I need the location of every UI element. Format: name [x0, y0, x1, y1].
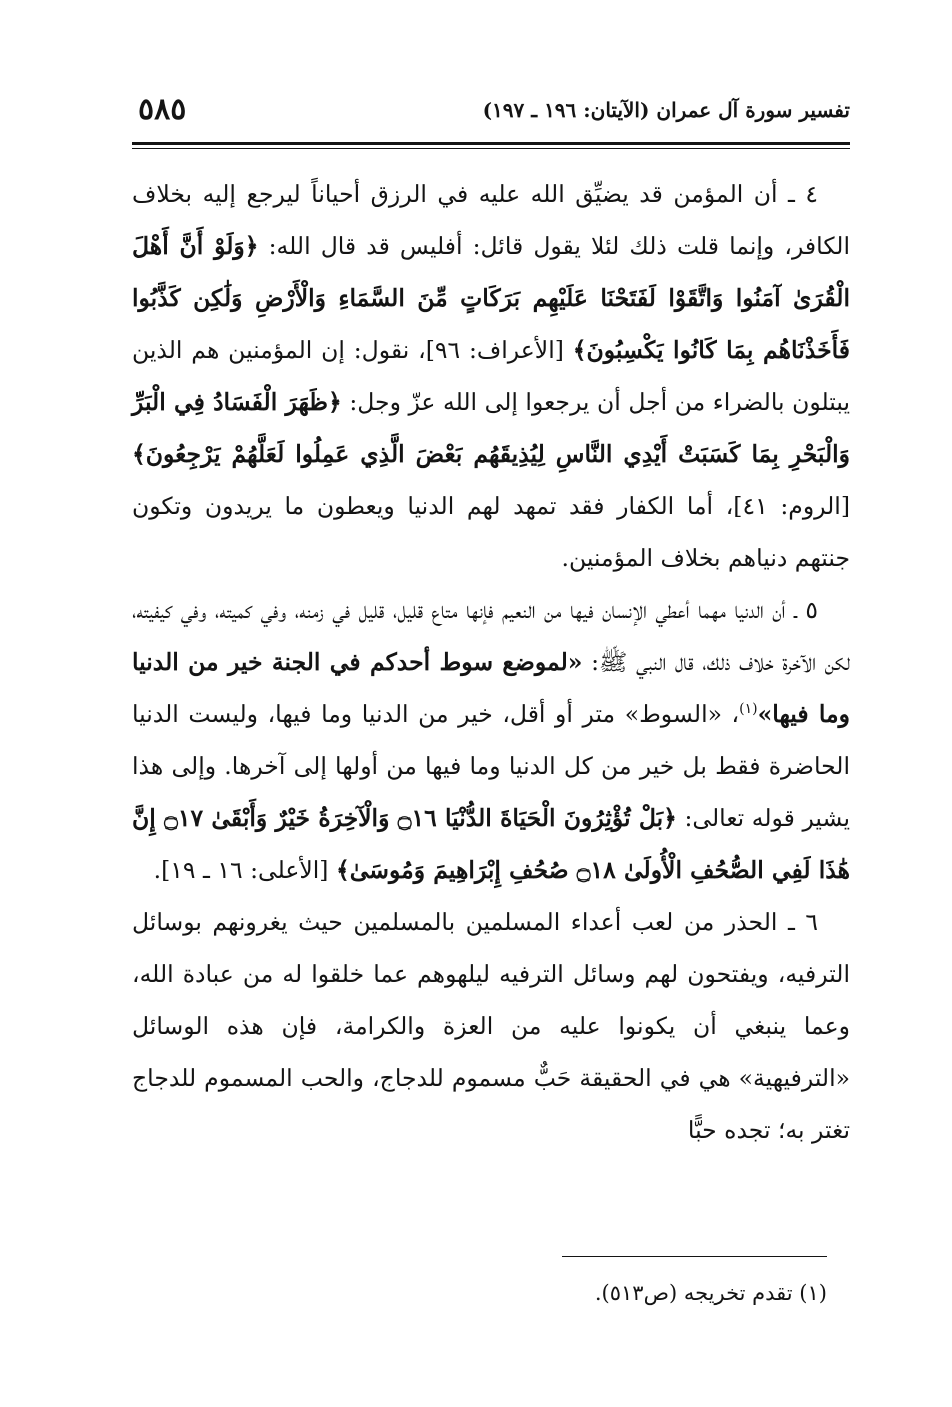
paragraph-4-text-3: [الروم: ٤١]، أما الكفار فقد تمهد لهم الدنيا ويعطون ما يريدون وتكون جنتهم دنياهم بخلاف المؤمنين. — [132, 492, 851, 572]
quran-verse: ﴿وَلَوْ أَنَّ أَهْلَ الْقُرَىٰ آمَنُوا وَاتَّقَوْا لَفَتَحْنَا عَلَيْهِم بَرَكَاتٍ مِّنَ السَّمَاءِ وَالْأَرْضِ وَلَٰكِن كَذَّبُوا فَأَخَذْنَاهُم بِمَا كَانُوا يَكْسِبُونَ﴾ — [132, 232, 850, 364]
header-rule-thin — [132, 148, 850, 149]
paragraph-5-text-1: ٥ ـ أن الدنيا مهما أعطي الإنسان فيها من النعيم فإنها متاع قليل، قليل في زمنه، وفي كميته، وفي كيفيته، لكن الآخرة خلاف ذلك، قال النبي ﷺ: — [132, 596, 850, 676]
quran-verse: ﴿ظَهَرَ الْفَسَادُ فِي الْبَرِّ وَالْبَحْرِ بِمَا كَسَبَتْ أَيْدِي النَّاسِ لِيُذِيقَهُم بَعْضَ الَّذِي عَمِلُوا لَعَلَّهُمْ يَرْجِعُونَ﴾ — [132, 388, 850, 468]
paragraph-5-text-2: ، «السوط» متر أو أقل، خير من الدنيا وما فيها، وليست الدنيا الحاضرة فقط بل خير من كل الدنيا وما فيها من أولها إلى آخرها. وإلى هذا يشير قوله تعالى: — [132, 700, 851, 832]
page-number: ٥٨٥ — [138, 92, 187, 127]
paragraph-4-text-2: [الأعراف: ٩٦]، نقول: إن المؤمنين هم الذين يبتلون بالضراء من أجل أن يرجعوا إلى الله عزّ وجل: — [132, 336, 850, 416]
footnote-separator — [562, 1256, 827, 1257]
hadith-quote: «لموضع سوط أحدكم في الجنة خير من الدنيا وما فيها» — [132, 648, 850, 728]
paragraph-5 — [132, 584, 850, 896]
footnote-reference[interactable]: (١) — [739, 701, 758, 718]
running-title: تفسير سورة آل عمران (الآيتان: ١٩٦ ـ ١٩٧) — [482, 98, 850, 122]
quran-verse: ﴿بَلْ تُؤْثِرُونَ الْحَيَاةَ الدُّنْيَا ۝١٦ وَالْآخِرَةُ خَيْرٌ وَأَبْقَىٰ ۝١٧ إِنَّ هَٰذَا لَفِي الصُّحُفِ الْأُولَىٰ ۝١٨ صُحُفِ إِبْرَاهِيمَ وَمُوسَىٰ﴾ — [132, 804, 850, 884]
page-header — [132, 92, 850, 132]
body-text — [132, 168, 850, 1156]
paragraph-6-text-1: ٦ ـ الحذر من لعب أعداء المسلمين بالمسلمين حيث يغرونهم بوسائل الترفيه، ويفتحون لهم وسائل الترفيه ليلهوهم عما خلقوا له من عبادة الله، وعما ينبغي أن يكونوا عليه من العزة والكرامة، فإن هذه الوسائل «الترفيهية» هي في الحقيقة حَبٌّ مسموم للدجاج، والحب المسموم للدجاج تغتر به؛ تجده حبًّا — [132, 908, 850, 1144]
paragraph-4 — [132, 168, 850, 584]
paragraph-6 — [132, 896, 850, 1156]
paragraph-5-text-3: [الأعلى: ١٦ ـ ١٩]. — [153, 856, 336, 884]
footnote: (١) تقدم تخريجه (ص٥١٣). — [594, 1281, 827, 1305]
paragraph-4-text-1: ٤ ـ أن المؤمن قد يضيِّق الله عليه في الرزق أحياناً ليرجع إليه بخلاف الكافر، وإنما قلت ذلك لئلا يقول قائل: أفليس قد قال الله: — [132, 180, 850, 260]
header-rule-thick — [132, 142, 850, 145]
